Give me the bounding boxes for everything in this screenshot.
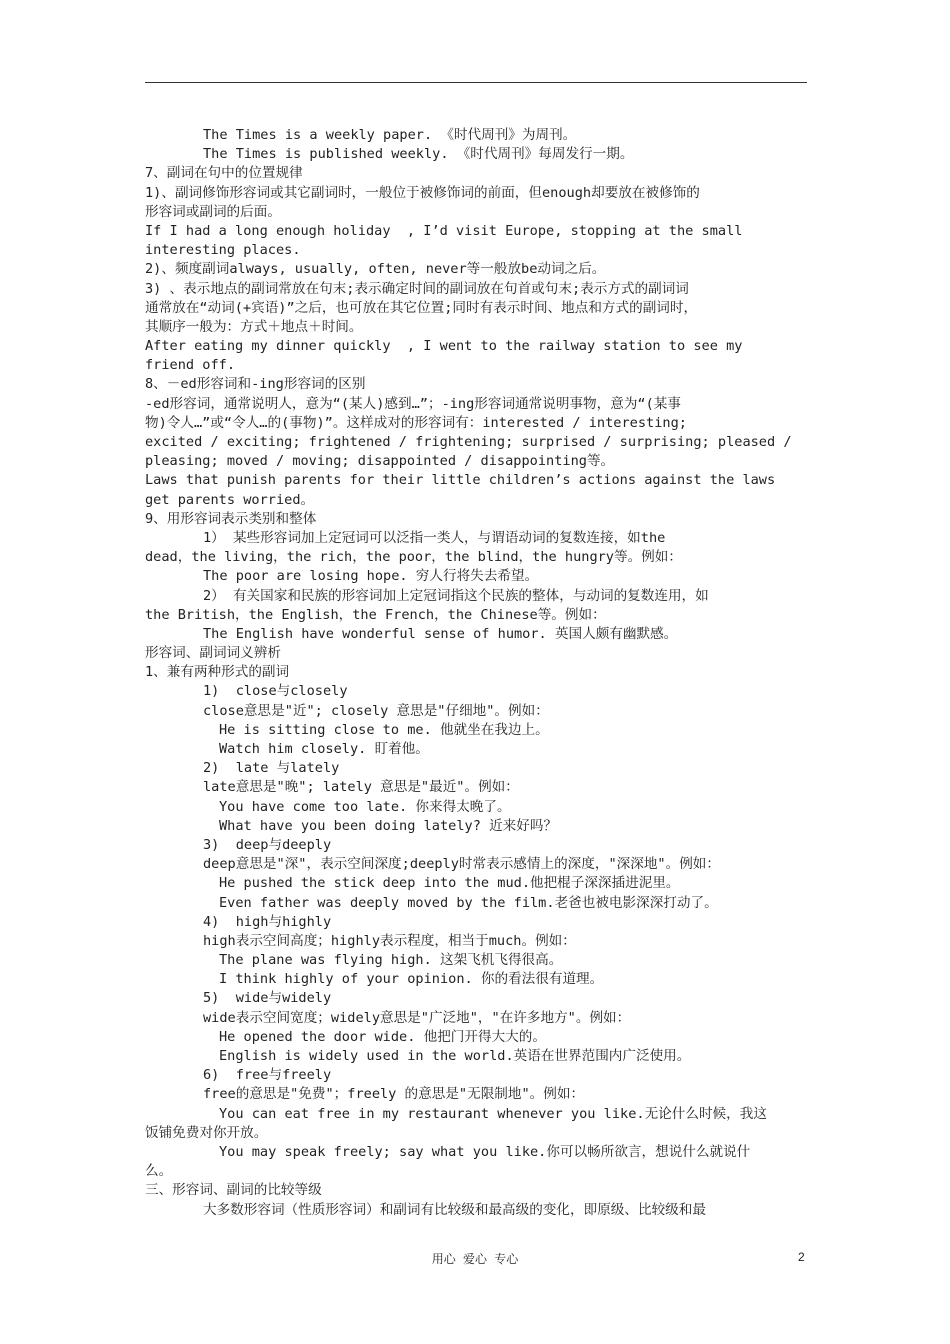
text-line: pleasing; moved / moving; disappointed / disappointing等。 <box>145 453 615 470</box>
text-line: get parents worried。 <box>145 491 315 508</box>
text-line: He is sitting close to me. 他就坐在我边上。 <box>219 721 549 738</box>
text-line: friend off. <box>145 357 236 374</box>
text-line: wide表示空间宽度；widely意思是"广泛地"，"在许多地方"。例如： <box>203 1009 631 1026</box>
text-line: 形容词、副词词义辨析 <box>145 645 281 662</box>
text-line: -ed形容词，通常说明人，意为“(某人)感到…”；-ing形容词通常说明事物，意为“(某事 <box>145 395 681 412</box>
text-line: 三、形容词、副词的比较等级 <box>145 1182 322 1199</box>
text-line: 1)、副词修饰形容词或其它副词时，一般位于被修饰词的前面，但enough却要放在被修饰的 <box>145 184 700 201</box>
text-line: The plane was flying high. 这架飞机飞得很高。 <box>219 952 563 969</box>
text-line: 5) wide与widely <box>203 990 332 1007</box>
text-line: You have come too late. 你来得太晚了。 <box>219 798 511 815</box>
text-line: free的意思是"免费"；freely 的意思是"无限制地"。例如： <box>203 1086 585 1103</box>
text-line: 2） 有关国家和民族的形容词加上定冠词指这个民族的整体，与动词的复数连用，如 <box>203 587 709 604</box>
text-line: 饭铺免费对你开放。 <box>145 1124 268 1141</box>
text-line: He opened the door wide. 他把门开得大大的。 <box>219 1028 546 1045</box>
text-line: 3) deep与deeply <box>203 836 332 853</box>
text-line: 大多数形容词（性质形容词）和副词有比较级和最高级的变化，即原级、比较级和最 <box>203 1201 706 1218</box>
text-line: 2)、频度副词always, usually, often, never等一般放be动词之后。 <box>145 261 606 278</box>
text-line: 1） 某些形容词加上定冠词可以泛指一类人，与谓语动词的复数连接，如the <box>203 529 666 546</box>
text-line: 3) 、表示地点的副词常放在句末;表示确定时间的副词放在句首或句末;表示方式的副词词 <box>145 280 689 297</box>
text-line: dead，the living，the rich，the poor，the blind，the hungry等。例如： <box>145 549 682 566</box>
text-line: 形容词或副词的后面。 <box>145 203 281 220</box>
text-line: close意思是"近"; closely 意思是"仔细地"。例如： <box>203 702 549 719</box>
text-line: 2) late 与lately <box>203 760 340 777</box>
text-line: You may speak freely; say what you like.你可以畅所欲言，想说什么就说什 <box>219 1143 751 1160</box>
text-line: 1) close与closely <box>203 683 348 700</box>
text-line: 7、副词在句中的位置规律 <box>145 165 303 182</box>
text-line: the British，the English，the French，the Chinese等。例如： <box>145 606 606 623</box>
text-line: 其顺序一般为：方式＋地点＋时间。 <box>145 318 363 335</box>
text-line: 通常放在“动词(+宾语)”之后，也可放在其它位置;同时有表示时间、地点和方式的副词时， <box>145 299 698 316</box>
text-line: 6) free与freely <box>203 1067 332 1084</box>
text-line: The Times is a weekly paper. 《时代周刊》为周刊。 <box>203 127 577 143</box>
text-line: English is widely used in the world.英语在世界范围内广泛使用。 <box>219 1048 691 1064</box>
text-line: deep意思是"深"，表示空间深度;deeply时常表示感情上的深度，"深深地"。例如： <box>203 856 720 873</box>
text-line: What have you been doing lately? 近来好吗？ <box>219 817 558 834</box>
text-line: Laws that punish parents for their little children’s actions against the laws <box>145 472 776 489</box>
text-line: You can eat free in my restaurant whenever you like.无论什么时候，我这 <box>219 1105 767 1122</box>
text-line: The poor are losing hope. 穷人行将失去希望。 <box>203 568 539 585</box>
text-line: interesting places. <box>145 242 301 259</box>
text-line: The Times is published weekly. 《时代周刊》每周发行一期。 <box>203 146 634 163</box>
text-line: Even father was deeply moved by the film.老爸也被电影深深打动了。 <box>219 894 718 911</box>
text-line: 1、兼有两种形式的副词 <box>145 664 290 681</box>
text-line: 4) high与highly <box>203 913 332 930</box>
text-line: excited / exciting; frightened / frightening; surprised / surprising; pleased / <box>145 434 792 450</box>
text-line: If I had a long enough holiday , I’d visit Europe, stopping at the small <box>145 222 743 239</box>
footer-motto: 用心 爱心 专心 <box>431 1252 519 1266</box>
text-line: He pushed the stick deep into the mud.他把棍子深深插进泥里。 <box>219 875 680 892</box>
text-line: 8、－ed形容词和-ing形容词的区别 <box>145 376 366 393</box>
text-line: I think highly of your opinion. 你的看法很有道理。 <box>219 971 604 988</box>
text-line: The English have wonderful sense of humor. 英国人颇有幽默感。 <box>203 625 678 642</box>
text-line: late意思是"晚"; lately 意思是"最近"。例如： <box>203 779 519 796</box>
text-line: After eating my dinner quickly , I went to the railway station to see my <box>145 338 743 355</box>
text-line: Watch him closely. 盯着他。 <box>219 741 429 757</box>
text-line: 9、用形容词表示类别和整体 <box>145 510 317 527</box>
text-line: 物)令人…”或“令人…的(事物)”。这样成对的形容词有：interested / interesting; <box>145 414 687 431</box>
text-line: 么。 <box>145 1163 173 1180</box>
header-rule <box>145 82 807 83</box>
text-line: high表示空间高度；highly表示程度，相当于much。例如： <box>203 932 576 949</box>
page-number: 2 <box>798 1250 805 1264</box>
document-body <box>145 126 815 1220</box>
